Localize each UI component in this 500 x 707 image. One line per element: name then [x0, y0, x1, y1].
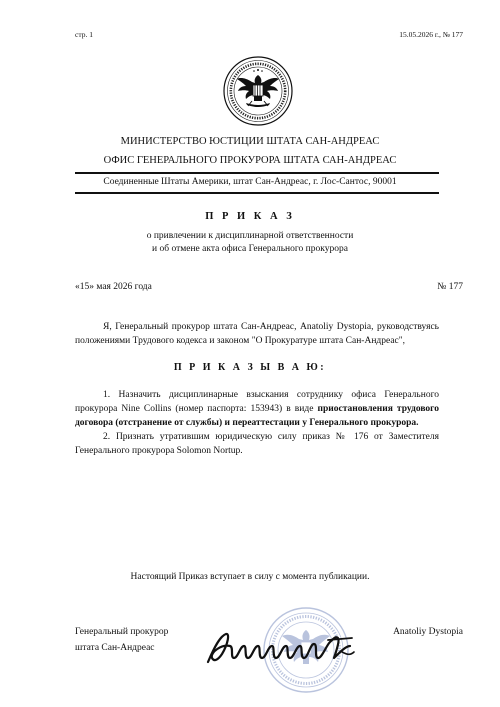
- document-subtitle-line1: о привлечении к дисциплинарной ответственности: [146, 231, 354, 241]
- eagle-seal-icon: [222, 55, 294, 127]
- page-number: стр. 1: [75, 30, 93, 39]
- effective-clause: Настоящий Приказ вступает в силу с момента публикации.: [130, 572, 370, 582]
- document-date: «15» мая 2026 года: [75, 282, 152, 292]
- order-heading: П Р И К А З Ы В А Ю:: [173, 362, 327, 373]
- document-title: П Р И К А З: [205, 211, 295, 222]
- order-item-1-text: 1. Назначить дисциплинарные взыскания сотруднику офиса Генерального прокурора Nine Collins (номер паспорта: 153943) в виде: [75, 390, 439, 414]
- header-rule-top: [75, 172, 439, 174]
- signer-position-line1: Генеральный прокурор: [75, 627, 169, 637]
- order-item-1-bold: приостановления трудового договора (отстранение от службы) и переаттестации у Генерального прокурора.: [75, 404, 439, 428]
- signer-position-line2: штата Сан-Андреас: [75, 643, 155, 653]
- order-item-1: [75, 388, 439, 430]
- office-address: Соединенные Штаты Америки, штат Сан-Андреас, г. Лос-Сантос, 90001: [103, 177, 397, 187]
- office-title: ОФИС ГЕНЕРАЛЬНОГО ПРОКУРОРА ШТАТА САН-АНДРЕАС: [103, 155, 397, 166]
- handwritten-signature-icon: [200, 622, 370, 672]
- document-number: № 177: [437, 282, 463, 292]
- signer-name: Anatoliy Dystopia: [393, 627, 463, 637]
- date-reference: 15.05.2026 г., № 177: [399, 30, 463, 39]
- ministry-title: МИНИСТЕРСТВО ЮСТИЦИИ ШТАТА САН-АНДРЕАС: [120, 136, 380, 147]
- document-subtitle-line2: и об отмене акта офиса Генерального прокурора: [152, 244, 348, 254]
- order-item-2: 2. Признать утратившим юридическую силу приказ № 176 от Заместителя Генерального прокурора Solomon Nortup.: [75, 432, 439, 456]
- preamble-paragraph: Я, Генеральный прокурор штата Сан-Андреас, Anatoliy Dystopia, руководствуясь положениями Трудового кодекса и законом "О Прокуратуре штата Сан-Андреас",: [75, 322, 439, 346]
- header-rule-bottom: [75, 192, 439, 194]
